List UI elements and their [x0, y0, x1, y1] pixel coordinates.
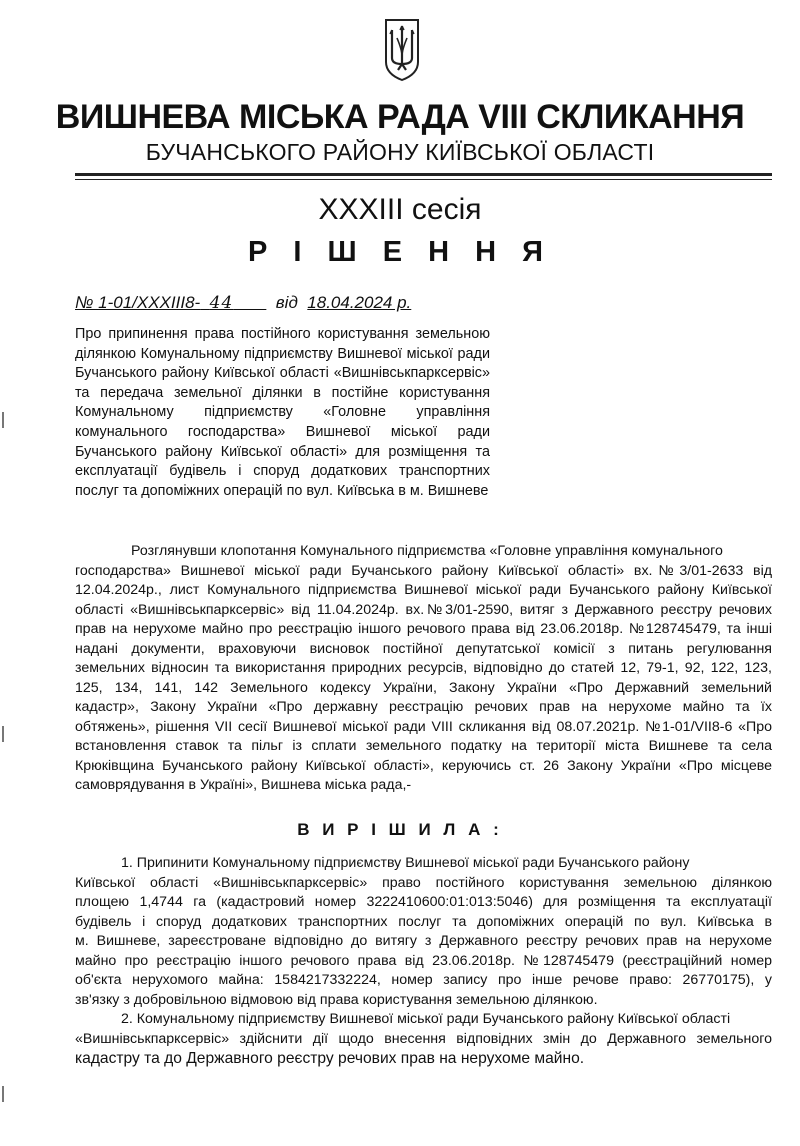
decree-number-line [75, 293, 411, 313]
item-line: кадастру та до Державного реєстру речових прав на нерухоме майно. [75, 1050, 585, 1067]
document-type-heading: Р І Ш Е Н Н Я [248, 236, 552, 268]
title-line: послуг та допоміжних операцій по вул. Київська в м. Вишневе [75, 482, 489, 499]
preamble-line: 12.04.2024р., лист Комунального підприємства Вишневої міської ради Бучанського району Київської [75, 582, 772, 598]
title-line: ділянкою Комунальному підприємству Вишневої міської ради [75, 345, 490, 362]
item-line: м. Вишневе, зареєстроване відповідно до витягу з Державного реєстру речових прав на нерухоме [75, 933, 772, 949]
preamble-line: області «Вишнівськпарксервіс» від 11.04.2024р. вх.№3/01-2590, витяг з Державного реєстру речових [75, 601, 772, 618]
item-line: Київської області «Вишнівськпарксервіс» право постійного користування земельною ділянкою [75, 874, 772, 891]
item-line: зв'язку з добровільною відмовою від права користування земельною ділянкою. [75, 991, 598, 1008]
preamble-line: обтяжень», рішення VII сесії Вишневої міської ради VIII скликання від 08.07.2021р. №1-01/VII8-6 «Про [75, 718, 772, 735]
item-line: «Вишнівськпарксервіс» здійснити дії щодо внесення відповідних змін до Державного земельного [75, 1030, 772, 1047]
preamble-line: Розглянувши клопотання Комунального підприємства «Головне управління комунального [131, 543, 723, 559]
title-line: комунального господарства» Вишневої міської ради [75, 423, 490, 440]
preamble-line: встановлення ставок та пільг із сплати земельного податку на території міста Вишневе та села [75, 738, 772, 754]
resolution-item-1 [75, 854, 772, 1010]
preamble-line: господарства» Вишневої міської ради Бучанського району Київської області» вх.№3/01-2633 від [75, 562, 772, 579]
title-line: Комунальному підприємству «Головне управління [75, 404, 490, 421]
item-line: будівель і споруд додаткових транспортних послуг та допоміжних операцій по вул. Київська в [75, 913, 772, 930]
title-line: Бучанського району Київської області «Вишнівськпарксервіс» [75, 365, 490, 382]
preamble-paragraph [75, 542, 772, 796]
council-name: ВИШНЕВА МІСЬКА РАДА VIII СКЛИКАННЯ [55, 98, 745, 136]
decision-title [75, 325, 490, 501]
scan-edge-mark [2, 726, 4, 742]
preamble-line: земельних відносин та використання природних ресурсів, відповідно до статей 12, 79-1, 92, 122, 123, [75, 660, 772, 676]
header-divider-thin [75, 179, 772, 180]
title-line: Про припинення права постійного користування земельною [75, 326, 490, 342]
preamble-line: кадастр», Закону України «Про державну реєстрацію речових прав на нерухоме майно та їх [75, 699, 772, 715]
preamble-line: 125, 134, 141, 142 Земельного кодексу України, Закону України «Про Державний земельний [75, 679, 772, 696]
trident-coat-of-arms-icon [383, 18, 421, 82]
item-line: 1. Припинити Комунальному підприємству Вишневої міської ради Бучанського району [121, 855, 690, 871]
scan-edge-mark [2, 412, 4, 428]
decree-number-handwritten: 44 [209, 293, 234, 313]
item-line: об'єкта нерухомого майна: 1584217332224, номер запису про інше речове право: 26770175), у [75, 972, 772, 988]
decree-from-label: від [275, 293, 298, 312]
preamble-line: Крюківщина Бучанського району Київської області», керуючись ст. 26 Закону України «Про місцеве [75, 757, 772, 774]
title-line: експлуатації будівель і споруд додаткових транспортних [75, 463, 490, 480]
title-line: Бучанського району Київської області» для розміщення та [75, 443, 490, 460]
preamble-line: самоврядування в Україні», Вишнева міська рада,- [75, 777, 412, 793]
resolved-heading: В И Р І Ш И Л А : [297, 820, 503, 839]
district-name: БУЧАНСЬКОГО РАЙОНУ КИЇВСЬКОЇ ОБЛАСТІ [145, 139, 655, 165]
preamble-line: надані документи, враховуючи висновок постійної депутатської комісії з питань регулювання [75, 640, 772, 657]
scan-edge-mark [2, 1086, 4, 1102]
item-line: 2. Комунальному підприємству Вишневої міської ради Бучанського району Київської області [121, 1011, 731, 1027]
preamble-line: прав на нерухоме майно про реєстрацію іншого речового права від 23.06.2018р. №128745479, та інші [75, 621, 772, 637]
resolution-item-2 [75, 1010, 772, 1069]
session-title: XXXIII сесія [318, 193, 482, 226]
title-line: та передача земельної ділянки в постійне користування [75, 384, 490, 401]
decree-date: 18.04.2024 р. [307, 293, 412, 312]
item-line: майно про реєстрацію іншого речового права від 23.06.2018р. №128745479 (реєстраційний номер [75, 952, 772, 969]
header-divider-thick [75, 173, 772, 176]
decree-number: № 1-01/XXXIII8- 44 [75, 293, 234, 313]
item-line: площею 1,4744 га (кадастровий номер 3222410600:01:013:5046) для розміщення та експлуатації [75, 894, 772, 910]
